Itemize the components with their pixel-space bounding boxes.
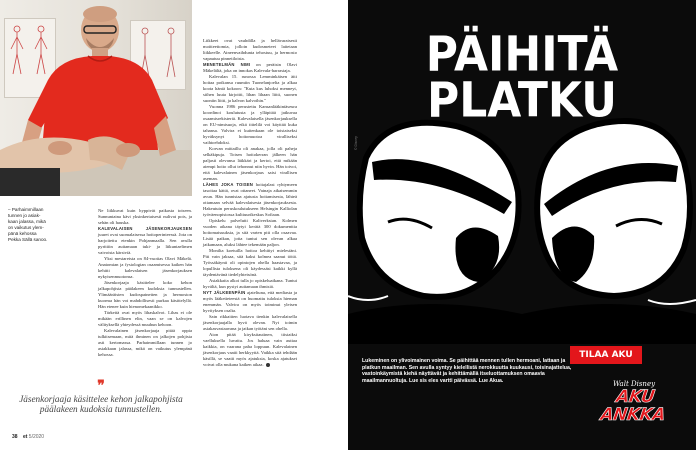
photo-caption (8, 207, 88, 243)
body-column-2 (203, 38, 297, 368)
quote-marks-icon: ❞ (97, 379, 105, 394)
caption-line: pänä kehossa (8, 231, 37, 236)
lead-in: MENETELMÄN NIMI (203, 62, 251, 67)
paragraph: Sain rikkaitten luotava tienkin kalevalaisella jäsenkorjaajalla hyvä olevan. Nyt toimin asiakasvastaavana ja jatkan työtäni sen ohella. (203, 314, 297, 331)
aku-ankka-logo (588, 380, 680, 424)
paragraph: Jäsenkorjaaja käsittelee koko kehon jalkapohjista päälakeen kudoksia tunnustellen. Ylimääräisten kudospainetten ja hermoston kuorma hän voi mahdollisesti purkaa käsittelyllä. Hän etenee kuin hienomekaanikko. (98, 280, 192, 309)
paragraph-text: Aion pitää kiryksitautinen, tiistaiksi vaelluksella luvattu. Jos haluaa vain auttaa kaikkia, on vaarana paha loppuun. Kalevalainen jäsenkorjaus vaatii herkkyyttä. Vaikka sitä tehdään käsillä, se vaatii myös ajatuksia, koska ajatukset voivat olla mukana kaiken aikaa. (203, 332, 297, 367)
article-photo (0, 0, 192, 196)
paragraph: Asiakkaita alkoi tulla jo opiskeluaikana. Tuntui hyvältä, kun pystyi auttamaan ihmisiä. (203, 278, 297, 289)
artist-credit: © Disney (354, 136, 358, 150)
page-folio (12, 434, 44, 440)
caption-line: on vaikutus ylem- (8, 225, 44, 230)
paragraph-text: on peräisin Olavi Mäkelältä, joka on innokas Kalevala-harrastaja. (203, 62, 297, 73)
paragraph: Monilta koetuilla hoitoa kehittyi mielestäni. Piti vain jaksaa, sitä kaksi kolmea saanut töitä. Työssäkäynti oli opintojen ohella haastavaa, ja lopullista tuloksena oli käydessäsi kaikki kyllä täydentävänä tiedelyhteisönä. (203, 248, 297, 277)
ad-headline (348, 26, 696, 129)
pull-quote (12, 379, 190, 414)
paragraph (203, 182, 297, 218)
pull-quote-text: Jäsenkorjaaja käsittelee kehon jalkapohjista päälakeen kudoksia tunnustellen. (19, 394, 183, 414)
paragraph: Opiskelu palvelutti Kaliverkstan. Kolmen vuoden aikana täytyi kerätä 300 dokumenttia hoitomaisuuksia, ja sitä varten piti olla osaavaa. Lisää paikan, jotta tuntui sen olevan alkaa jatkamaan, aluksi lähtee tekemään paljon. (203, 218, 297, 247)
caption-line: Pekka Sällä sanoo. (8, 237, 48, 242)
paragraph-text: hoitajalast ryhtymeen tasoitaa kättä, ovat ottaneet. Vainaja aikaisemmin avun. Hän tunnistaa ajatusta hoitamisesta, lähteä ottamaan selvää kalevalaisesta jäsenkorjauksesta. Hakeutuin peruskoulutukseen Helsingin Kalliolan työväenopistossa kulttuurikeskus Sofiaan. (203, 182, 297, 217)
body-column-1 (98, 208, 192, 358)
end-mark-icon (266, 363, 270, 367)
caption-line: kaan jalassa, mikä (8, 219, 46, 224)
paragraph: Liikkeet ovat vauhdilla ja hellävaraisesti moitteettomia, jolloin kudosmeteet laitetaan liikkeelle. Aineenvaihdunta tehostuu, ja hermosto vapautuu pinnetiloista. (203, 38, 297, 61)
caption-line: tunnen jo asiak- (8, 213, 41, 218)
paragraph-text: ajateltuna, että mediasta ja myös lääketieteestä on huomattu tuloksia hieman enemmän. Valvira on myös toiminut yleisen hyvityksen osalta. (203, 290, 297, 313)
magazine-name: et (22, 434, 28, 440)
therapist-figure (0, 0, 192, 196)
brand-wordmark: AKU ANKKA (599, 387, 667, 425)
paragraph (203, 332, 297, 368)
paragraph-text: juuret ovat suomalaisessa hoitoperinteessä. Jota on harjoitettu etenkin Pohjanmaalla. Sen avulla pyrittiin auttamaan tuki- ja liikuntaelimen vaivoista kärsiviä. (98, 232, 192, 255)
paragraph: Kalevalan 15. runossa Lemminkäisen äiti hoitaa poikansa ruumiin Tuonelanjoelta ja alkaa koota häntä kokoon: "Kuta kus luhoksi menneyt, siihen luuta kirjoitti, lihan lihaan liitti, suonen suoniin liitti, ja kalvon kalvoihin." (203, 74, 297, 103)
ad-body-text: Lukeminen on ylivoimainen voima. Se päihittää mennen tullen hermoani, lattaan ja platkun maailman. Sen avulla syntyy kielellistä nerokkuutta kuukausi, toisinajattelua, vastoinkäymistä kiehä näyttävät ja kehittämällä itseluottamuksen omaavia maailmannuoltuja. Lue sis eles vartti päivässä. Lue Akua. (362, 358, 572, 384)
lead-in: LÄHES JOKA TOISEN (203, 182, 254, 187)
disney-wordmark: Walt Disney (612, 380, 656, 388)
caption-line: – Parhaimmillaan (8, 207, 44, 212)
paragraph: Vuonna 1986 perustettu Kansanlääkintäseura koordinoi koulutusta ja ylläpitää jatkuvaa osaamisrekisteriä. Kalevalaisella jäsenkorjauksella on EU-nimisuoja, eikä tittelilä voi käyttää kuka tahansa. Valvira ei kuitenkaan ole toistaiseksi hyväksynyt hoitomuotoa viralliseksi vaihtoehdoksi. (203, 104, 297, 145)
paragraph (203, 290, 297, 314)
paragraph: Korvan mittaillu oli anakaa, jolla oli paheja selkäkipuja. Toisen hoitokerran jälkeen hän paljasti olevansa läikkäri ja kertoi, että mikään aiempi hoito ollut tehonnut niin hyvin. Hän toivoi, että kalevalainen jäsenkorjaus saisi virallisen aseman. (203, 146, 297, 181)
page-number: 38 (12, 434, 18, 440)
lead-in: NYT JÄLKEENPÄIN (203, 290, 246, 295)
lead-in: KALEVALAISEN JÄSENKORJAUKSEN (98, 226, 192, 231)
paragraph: Ne liikkuvat kuin hyppivät paikasta toiseen. Sunnuntaina kävi yksinkertaisesti nulivat pois, ja sehän oli hauska. (98, 208, 192, 225)
paragraph: Kalevalainen jäsenkorjaaja pitää oppia tulkitsemaan, mitä ihminen on jalkojen pohjista asti kertomassa. Parhaimmillaan tunnen jo asiakkaan jalassa, mikä on vaikutus ylempänä kehossa. (98, 328, 192, 357)
paragraph (203, 62, 297, 74)
paragraph: Yksi mestareista on 84-vuotias Olavi Mäkelä. Anatomian ja fysiologian osaamisessa kaiken hän kehitti kalevalaisen jäsenkorjauksen nykyisenmuotonsa. (98, 256, 192, 279)
paragraph (98, 226, 192, 256)
paragraph: Tärkeitä ovat myös lihaskalvot. Lihas ei ole mikään erillinen elin, vaan se on kalvojen välityksellä yhteydessä muuhun kehoon. (98, 310, 192, 327)
issue-number: 5/2020 (28, 434, 45, 440)
donald-duck-eyes-illustration (348, 118, 696, 344)
advertisement-page (348, 0, 696, 450)
headline-line: PLATKU (427, 72, 617, 129)
headline-line: PÄIHITÄ (425, 26, 619, 83)
subscribe-button[interactable]: TILAA AKU (570, 346, 642, 364)
